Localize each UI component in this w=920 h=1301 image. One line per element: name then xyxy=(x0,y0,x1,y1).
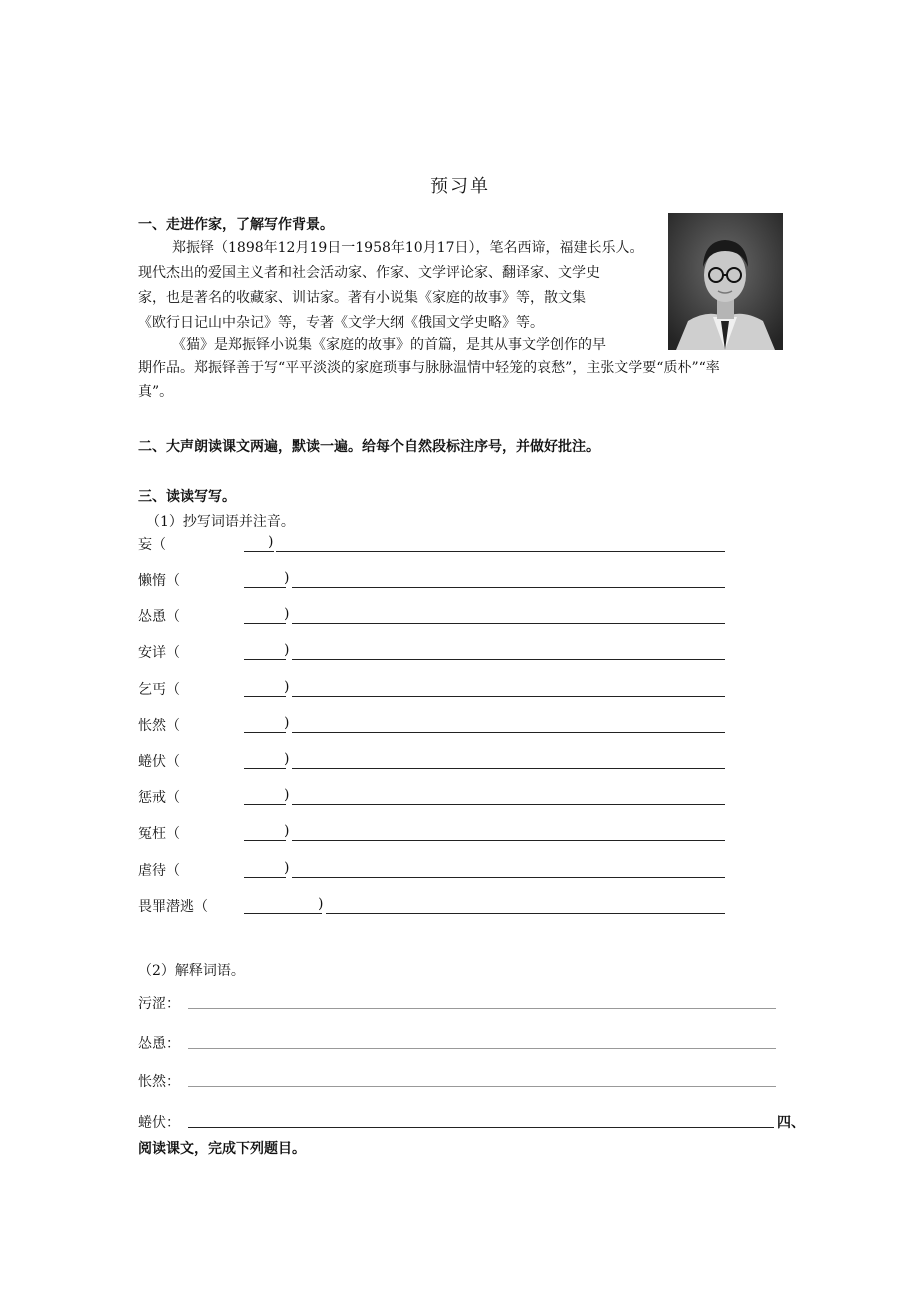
cat-line-3: 真”。 xyxy=(138,384,174,400)
copy-write-line[interactable] xyxy=(292,696,725,697)
section-2-heading: 二、大声朗读课文两遍，默读一遍。给每个自然段标注序号，并做好批注。 xyxy=(138,439,600,455)
close-paren: ) xyxy=(284,642,290,659)
cat-line-2: 期作品。郑振铎善于写“平平淡淡的家庭琐事与脉脉温情中轻笼的哀愁”，主张文学要“质朴”“率 xyxy=(138,360,720,376)
bio-line-4: 《欧行日记山中杂记》等，专著《文学大纲《俄国文学史略》等。 xyxy=(138,315,544,331)
bio-line-1: 郑振铎（1898年12月19日一1958年10月17日），笔名西谛，福建长乐人。 xyxy=(172,240,644,256)
close-paren: ) xyxy=(284,678,290,695)
pinyin-blank[interactable] xyxy=(244,804,286,805)
pinyin-blank[interactable] xyxy=(244,696,286,697)
word-label: 冤枉（ xyxy=(138,826,180,843)
definition-answer-line[interactable] xyxy=(188,1008,776,1009)
pinyin-blank[interactable] xyxy=(244,768,286,769)
copy-write-line[interactable] xyxy=(292,840,725,841)
definition-answer-line[interactable] xyxy=(188,1127,774,1128)
page-title: 预习单 xyxy=(430,176,490,197)
close-paren: ) xyxy=(318,895,324,912)
pinyin-blank[interactable] xyxy=(244,913,322,914)
word-label: 懒惰（ xyxy=(138,573,180,589)
section-3-heading: 三、读读写写。 xyxy=(138,489,236,505)
word-label: 怅然（ xyxy=(138,717,180,734)
part-2-label: （2）解释词语。 xyxy=(138,963,245,979)
close-paren: ) xyxy=(284,823,290,840)
word-label: 惩戒（ xyxy=(138,790,180,807)
copy-write-line[interactable] xyxy=(292,732,725,733)
cat-line-1: 《猫》是郑振铎小说集《家庭的故事》的首篇，是其从事文学创作的早 xyxy=(172,337,606,353)
definition-label: 污涩： xyxy=(138,996,180,1012)
word-label: 安详（ xyxy=(138,645,180,662)
pinyin-blank[interactable] xyxy=(244,551,274,552)
close-paren: ) xyxy=(284,751,290,767)
definition-label: 怅然： xyxy=(138,1074,180,1090)
copy-write-line[interactable] xyxy=(292,623,725,624)
close-paren: ) xyxy=(268,534,274,550)
copy-write-line[interactable] xyxy=(292,659,725,660)
definition-answer-line[interactable] xyxy=(188,1048,776,1049)
pinyin-blank[interactable] xyxy=(244,587,286,588)
copy-write-line[interactable] xyxy=(276,551,725,552)
copy-write-line[interactable] xyxy=(292,768,725,769)
pinyin-blank[interactable] xyxy=(244,732,286,733)
definition-label: 怂恿： xyxy=(138,1036,180,1052)
author-portrait xyxy=(668,213,783,350)
pinyin-blank[interactable] xyxy=(244,877,286,878)
definition-answer-line[interactable] xyxy=(188,1086,776,1087)
section-1-heading: 一、走进作家，了解写作背景。 xyxy=(138,217,334,233)
word-label: 妄（ xyxy=(138,537,166,553)
portrait-image xyxy=(668,213,783,350)
word-label: 怂恿（ xyxy=(138,609,180,626)
bio-line-2: 现代杰出的爱国主义者和社会活动家、作家、文学评论家、翻译家、文学史 xyxy=(138,265,600,281)
pinyin-blank[interactable] xyxy=(244,659,286,660)
section-4-heading: 阅读课文，完成下列题目。 xyxy=(138,1141,306,1157)
part-1-label: （1）抄写词语并注音。 xyxy=(146,514,295,530)
copy-write-line[interactable] xyxy=(292,804,725,805)
section-4-heading-start: 四、 xyxy=(777,1115,805,1131)
close-paren: ) xyxy=(284,714,290,731)
definition-label: 蜷伏： xyxy=(138,1115,180,1131)
close-paren: ) xyxy=(284,606,290,623)
pinyin-blank[interactable] xyxy=(244,623,286,624)
bio-line-3: 家，也是著名的收藏家、训诂家。著有小说集《家庭的故事》等，散文集 xyxy=(138,290,586,306)
copy-write-line[interactable] xyxy=(292,587,725,588)
word-label: 虐待（ xyxy=(138,862,180,879)
close-paren: ) xyxy=(284,570,290,586)
word-label: 乞丐（ xyxy=(138,681,180,698)
close-paren: ) xyxy=(284,787,290,804)
copy-write-line[interactable] xyxy=(292,877,725,878)
close-paren: ) xyxy=(284,859,290,876)
copy-write-line[interactable] xyxy=(326,913,725,914)
word-label: 畏罪潜逃（ xyxy=(138,898,208,915)
pinyin-blank[interactable] xyxy=(244,840,286,841)
word-label: 蜷伏（ xyxy=(138,754,180,770)
